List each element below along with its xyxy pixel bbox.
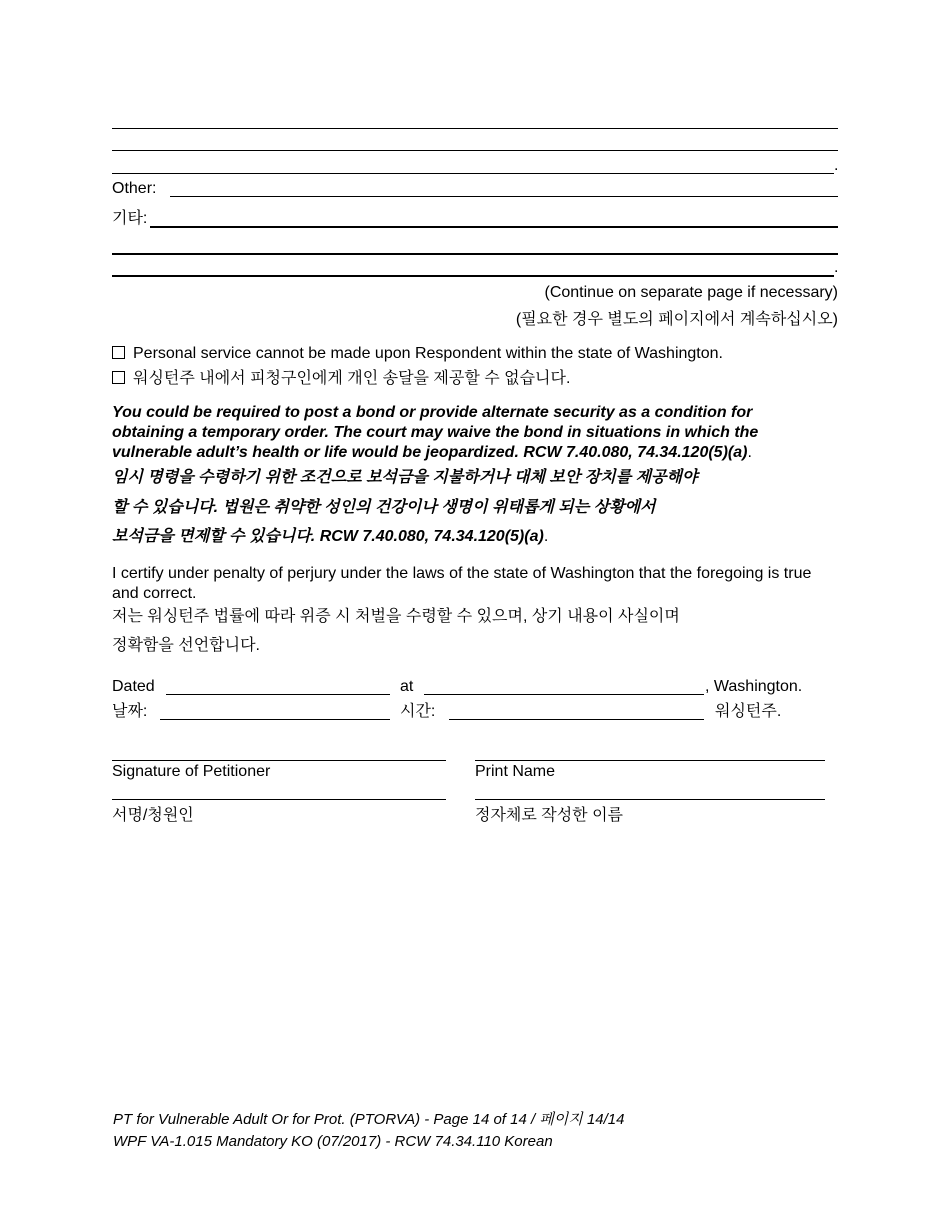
bond-notice-line-2a: obtaining a temporary order [112,424,325,441]
personal-service-text: Personal service cannot be made upon Respondent within the state of Washington. [133,345,723,362]
print-name-label: Print Name [475,763,556,780]
personal-service-checkbox[interactable] [112,346,125,359]
dated-label: Dated [112,678,155,695]
at-label: at [400,678,414,695]
continue-note: (Continue on separate page if necessary) [544,284,838,301]
date-input-line-ko[interactable] [160,719,390,720]
other-label-ko: 기타: [112,210,148,227]
bond-notice-line-3c: . [747,444,752,461]
bond-notice-ko-3c: . [543,528,549,545]
blank-line-3[interactable] [112,173,834,174]
personal-service-option[interactable] [112,344,723,364]
footer-line-1: PT for Vulnerable Adult Or for Prot. (PTORVA) - Page 14 of 14 / 페이지 14/14 [113,1111,625,1128]
blank-line-1[interactable] [112,128,838,129]
continue-note-ko: (필요한 경우 별도의 페이지에서 계속하십시오) [515,311,838,328]
bond-notice-line-2 [112,423,758,443]
other-blank-line-2[interactable] [112,275,834,277]
personal-service-text-ko: 워싱턴주 내에서 피청구인에게 개인 송달을 제공할 수 없습니다. [133,370,571,387]
certify-statement-ko-2: 정확함을 선언합니다. [112,637,260,654]
bond-notice-ko-2: 할 수 있습니다. 법원은 취약한 성인의 건강이나 생명이 위태롭게 되는 상황에서 [112,499,656,516]
other-input-line-ko[interactable] [150,226,838,228]
print-name-line[interactable] [475,760,825,761]
date-input-line[interactable] [166,694,390,695]
bond-notice-line-3a: vulnerable adult’s health or life would be jeopardized [112,444,515,461]
signature-label: Signature of Petitioner [112,763,271,780]
certify-statement-ko-1: 저는 워싱턴주 법률에 따라 위증 시 처벌을 수령할 수 있으며, 상기 내용이 사실이며 [112,608,680,625]
other-input-line[interactable] [170,196,838,197]
certify-statement: I certify under penalty of perjury under the laws of the state of Washington that the foregoing is true and correct. [112,565,812,602]
bond-notice-line-1: You could be required to post a bond or provide alternate security as a condition for [112,404,753,421]
bond-notice-ko-1: 임시 명령을 수령하기 위한 조건으로 보석금을 지불하거나 대체 보안 장치를 제공해야 [112,469,698,486]
print-name-line-ko[interactable] [475,799,825,800]
personal-service-option-ko[interactable] [112,369,570,389]
personal-service-checkbox-ko[interactable] [112,371,125,384]
bond-notice-line-3 [112,443,752,463]
signature-line[interactable] [112,760,446,761]
other-blank-line-1[interactable] [112,253,838,255]
bond-notice-ko-3a: 보석금을 면제할 수 있습니다. RCW 7.40.080, 74.34.120(5)(a) [112,528,544,545]
dated-label-ko: 날짜: [112,703,148,720]
washington-label-ko: 워싱턴주. [715,703,782,720]
other-label: Other: [112,180,157,197]
bond-notice-ko-3 [112,527,548,547]
signature-label-ko: 서명/청원인 [112,807,194,824]
print-name-label-ko: 정자체로 작성한 이름 [475,807,623,824]
blank-line-2[interactable] [112,150,838,151]
at-label-ko: 시간: [400,703,436,720]
bond-notice-line-2b: . The court may waive the bond in situations in which the [324,424,759,441]
period-mark-2: . [834,259,839,276]
footer-line-2: WPF VA-1.015 Mandatory KO (07/2017) - RCW 74.34.110 Korean [113,1133,553,1150]
signature-line-ko[interactable] [112,799,446,800]
location-input-line[interactable] [424,694,704,695]
bond-notice-line-3b: . RCW 7.40.080, 74.34.120(5)(a) [514,444,748,461]
washington-label: , Washington. [705,678,803,695]
location-input-line-ko[interactable] [449,719,704,720]
period-mark: . [834,157,839,174]
